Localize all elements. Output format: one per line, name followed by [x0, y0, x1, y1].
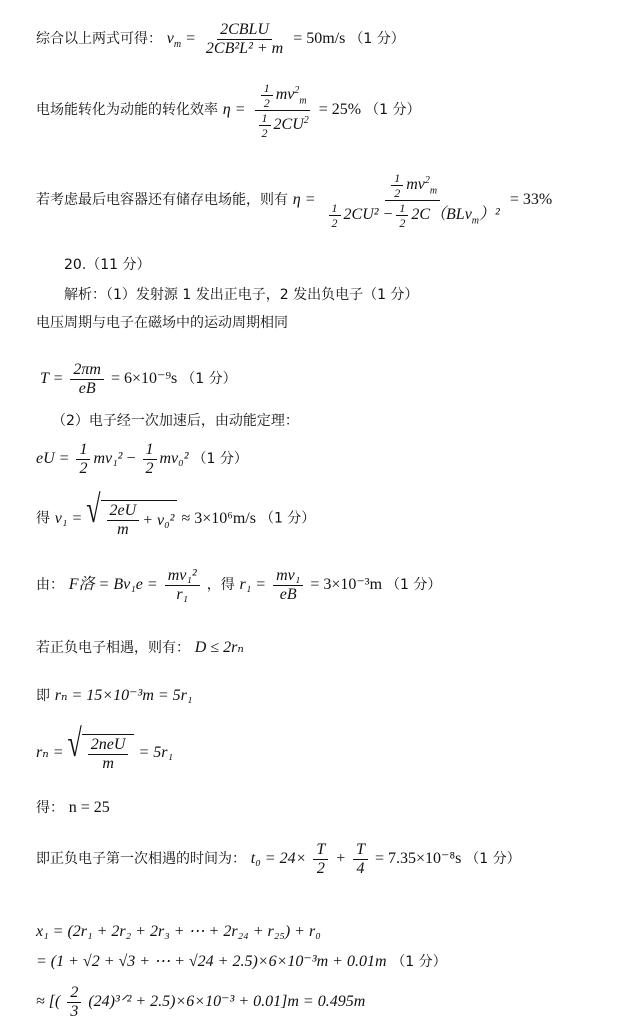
line-13: 即 rₙ = 15×10⁻³m = 5r₁ — [36, 687, 193, 704]
line-3: 若考虑最后电容器还有储存电场能，则有 η = $\frac{1}{2}$ $mv^2_m$ $\frac{1}{2}$ 2CU² − $\frac{1}{2}$ 2C（BLv$_m$）² = 33% — [36, 171, 553, 230]
line-12: 若正负电子相遇，则有： D ≤ 2rₙ — [36, 639, 244, 656]
line-9: eU = $\frac{1}{2}$ mv₁² − $\frac{1}{2}$ mv₀² （1 分） — [36, 441, 248, 477]
text: 综合以上两式可得： — [36, 31, 162, 48]
line-16: 即正负电子第一次相遇的时间为： t₀ = 24× $\frac{T}{2}$ + $\frac{T}{4}$ = 7.35×10⁻⁸s （1 分） — [36, 841, 521, 877]
line-7: T = $\frac{2\pi m}{eB}$ = 6×10⁻⁹s （1 分） — [40, 361, 237, 397]
line-2: 电场能转化为动能的转化效率 η = $\frac{1}{2}$ $mv^2_m$ $\frac{1}{2}$ $2CU^2$ = 25% （1 分） — [36, 81, 421, 140]
line-15: 得： n = 25 — [36, 799, 110, 816]
line-4: 20.（11 分） — [64, 257, 151, 273]
formula: η = $\frac{1}{2}$ $mv^2_m$ $\frac{1}{2}$ $2CU^2$ = 25% — [222, 81, 362, 140]
line-6: 电压周期与电子在磁场中的运动周期相同 — [36, 315, 288, 331]
formula: $v_m$ = $\frac{\text{2CBLU}}{\text{2CB²L² + m}}$ = 50m/s — [166, 21, 346, 57]
line-19: ≈ [( $\frac{2}{3}$ (24)³ᐟ² + 2.5)×6×10⁻³ + 0.01]m = 0.495m — [36, 984, 366, 1020]
line-17: x₁ = (2r₁ + 2r₂ + 2r₃ + ⋯ + 2r₂₄ + r₂₅) + r₀ — [36, 923, 321, 940]
line-5: 解析：（1）发射源 1 发出正电子，2 发出负电子（1 分） — [64, 287, 419, 303]
line-1 — [36, 22, 405, 57]
score-note: （1 分） — [349, 31, 405, 48]
line-14: rₙ = √ $\frac{\text{2neU}}{m}$ = 5r₁ — [36, 721, 174, 772]
line-18: = (1 + √2 + √3 + ⋯ + √24 + 2.5)×6×10⁻³m + 0.01m （1 分） — [36, 953, 447, 970]
line-11: 由： F洛 = Bv₁e = $\frac{\text{mv₁²}}{\text{r₁}}$ ，得 r₁ = $\frac{\text{mv₁}}{eB}$ = 3×10⁻³m （1 分） — [36, 567, 442, 603]
line-10: 得 v₁ = √ $\frac{2eU}{m}$ + v₀² ≈ 3×10⁶m/s （1 分） — [36, 487, 316, 538]
line-8: （2）电子经一次加速后，由动能定理： — [52, 413, 299, 429]
formula: η = $\frac{1}{2}$ $mv^2_m$ $\frac{1}{2}$ 2CU² − $\frac{1}{2}$ 2C（BLv$_m$）² = 33% — [292, 171, 553, 230]
